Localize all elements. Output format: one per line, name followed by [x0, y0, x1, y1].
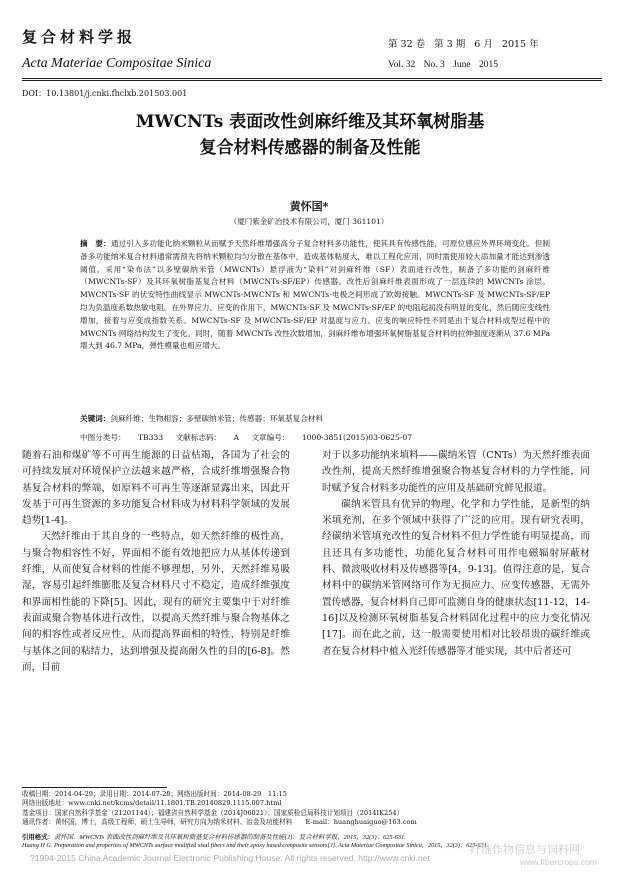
paragraph: 天然纤维由于其自身的一些特点，如天然纤维的极性高，与聚合物相容性不好，界面相不能有效地把应力从基体传递到纤维，从而使复合材料的性能不够理想，另外，天然纤维易吸湿，容易引起纤维膨胀及复合材料尺寸不稳定，造成纤维强度和界面相性能的下降[5]。因此，现有的研究主要集中于对纤维表面或聚合物基体进行改性，以提高天然纤维与聚合物基体之间的相容性或者反应性，从而提高界面相的特性，特别是纤维与基体之间的粘结力，达到增强及提高耐久性的目的[6-8]。然而，目前 [22, 531, 290, 673]
journal-title-cn: 复合材料学报 [22, 28, 137, 46]
clc-value: TB333 [137, 433, 164, 442]
citation-cn: 黄怀国．MWCNTs 表面改性剑麻纤维及其环氧树脂基复合材料传感器的制备及性能[J]．复合材料学报，2015，32(3)：625-631. [53, 834, 406, 841]
doc-code-value: A [233, 433, 240, 442]
volume-en: Vol. 32 [388, 60, 416, 70]
copyright-footer: ?1994-2015 China Academic Journal Electronic Publishing House. All rights reserved. http://www.cnki.net [30, 853, 430, 863]
year-en: 2015 [478, 60, 498, 70]
month-cn: 6 月 [474, 39, 493, 50]
author: 黄怀国* [289, 200, 329, 213]
number-cn: 第 3 期 [434, 39, 466, 50]
article-title-line1: MWCNTs 表面改性剑麻纤维及其环氧树脂基 [135, 112, 485, 132]
doc-code-label: 文献标志码： [175, 433, 222, 442]
footnote-funding: 基金项目：国家自然科学基金（21201144）；福建省自然科学基金（2014J06021）；国家质检总局科技计划项目（2014IK254） [22, 808, 404, 817]
abstract-text: 通过引入多功能化纳米颗粒从而赋予天然纤维增强高分子复合材料多功能性，使其具有传感性能，可原位感应外界环境变化。但制备多功能纳米复合材料通常需预先将纳米颗粒均匀分散在基体中，造成基体粘度大，难以工程化应用，同时需使用较大添加量才能达到渗透阈值。采用“染布法”以多壁碳纳米管（MWCNTs）悬浮液为“染料”对剑麻纤维（SF）表面进行改性，制备了多功能的剑麻纤维（MWCNTs-SF）及其环氧树脂基复合材料（MWCNTs-SF/EP）传感器。改性后剑麻纤维表面形成了一层连续的 MWCNTs 涂层。MWCNTs-SF 的伏安特性曲线显示 MWCNTs-MWCNTs 和 MWCNTs-电极之间形成了欧姆接触。MWCNTs-SF 及 MWCNTs-SF/EP 均为负温度系数热敏电阻。在外界应力、应变的作用下，MWCNTs-SF 及 MWCNTs-SF/EP 的电阻起初没有明显的变化，然后随应变线性增加，接着与应变成指数关系。MWCNTs-SF 及 MWCNTs-SF/EP 对温度与应力、应变的响应特性不同是由于复合材料成型过程中的 MWCNTs 网络结构发生了变化。同时，随着 MWCNTs 改性次数增加，剑麻纤维布增强环氧树脂基复合材料的拉伸强度逐渐从 37.6 MPa 增大到 46.7 MPa，弹性模量也相应增大。 [80, 239, 550, 351]
doi: DOI：10.13801/j.cnki.fhclxb.201503.001 [22, 89, 188, 98]
body-right-column [322, 448, 590, 660]
classification [80, 432, 550, 443]
article-no-value: 1000-3851(2015)03-0625-07 [301, 433, 413, 442]
header-rule [22, 78, 602, 79]
volume-cn: 第 32 卷 [388, 39, 426, 50]
journal-title-en: Acta Materiae Compositae Sinica [22, 56, 212, 71]
issue-info-en [388, 60, 504, 70]
citation-label: 引用格式： [22, 834, 54, 841]
article-no-label: 文章编号： [251, 433, 290, 442]
abstract-label: 摘 要： [80, 239, 111, 248]
keywords [80, 413, 550, 424]
citation-en-line: Huang H G. Preparation and properties of MWCNTs surface modified sisal fibers and their epoxy based composite sensors[J]. Acta Materiae Compositae Sinica，2015，32(3)：625-631. [22, 842, 489, 849]
affiliation: （厦门紫金矿冶技术有限公司，厦门 361101） [229, 217, 389, 226]
paragraph: 随着石油和煤矿等不可再生能源的日益枯竭，各国为了社会的可持续发展对环境保护立法越来越严格，合成纤维增强聚合物基复合材料的弊端，如原料不可再生等逐渐显露出来，因此开发基于可再生资源的多功能复合材料成为材料科学领域的发展趋势[1-4]。 [22, 450, 290, 527]
article-title-line2: 复合材料传感器的制备及性能 [199, 138, 421, 158]
watermark-url: www.fibercrops.com [520, 857, 597, 867]
paragraph: 碳纳米管具有优异的物理、化学和力学性能，是新型的纳米填充剂，在多个领域中获得了广泛的应用。现有研究表明，经碳纳米管填充改性的复合材料不但力学性能有明显提高，而且还具有多功能性，功能化复合材料可用作电磁辐射屏蔽材料、微波吸收材料及传感器等[4，9-13]。值得注意的是，复合材料中的碳纳米管网络可作为无损应力、应变传感器，无需外置传感器，复合材料自己即可监测自身的健康状态[11-12，14-16]以及检测环氧树脂基复合材料固化过程中的应力变化情况[17]。而在此之前，这一般需要使用相对比较昂贵的碳纤维或者在复合材料中植入光纤传感器等才能实现，其中后者还可 [322, 498, 590, 657]
footnote [22, 790, 602, 828]
clc-label: 中图分类号： [80, 433, 126, 442]
paragraph: 对于以多功能纳米填料——碳纳米管（CNTs）为天然纤维表面改性剂，提高天然纤维增强聚合物基复合材料的力学性能，同时赋予复合材料多功能性的应用及基础研究鲜见报道。 [322, 450, 590, 494]
header-rule-thin [22, 80, 602, 81]
footnote-rule [22, 787, 167, 788]
footnote-contact: 通讯作者：黄怀国，博士，高级工程师，硕士生导师，研究方向为纳米材料、冶金及功能材料 E-mail：huanghuaiguo@163.com [22, 818, 417, 827]
keywords-label: 关键词： [80, 414, 111, 423]
number-en: No. 3 [423, 60, 445, 70]
keywords-text: 剑麻纤维；生物相容；多壁碳纳米管；传感器；环氧基复合材料 [110, 414, 323, 423]
footnote-dates: 收稿日期：2014-04-29；录用日期：2014-07-28；网络出版时间：2014-08-29 11:15 [22, 790, 287, 798]
issue-info-cn [388, 36, 545, 50]
body-left-column [22, 448, 290, 676]
footnote-url: 网络出版地址：www.cnki.net/kcms/detail/11.1801.TB.20140829.1115.007.html [22, 799, 282, 808]
watermark-logo-text: 纤维作物信息与饲料网 [470, 844, 580, 856]
year-cn: 2015 年 [501, 39, 539, 50]
month-en: June [453, 60, 471, 70]
abstract [80, 238, 550, 353]
